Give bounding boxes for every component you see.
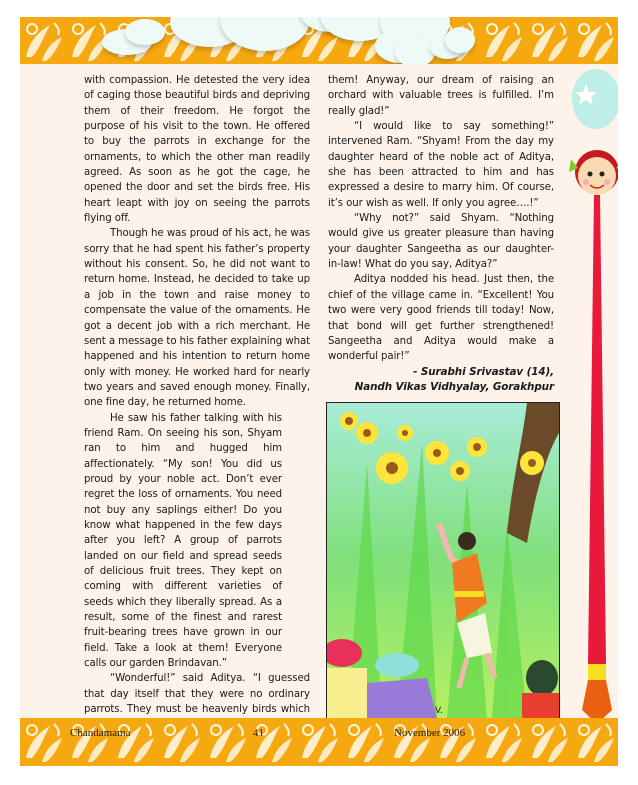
girl-face-icon	[569, 150, 618, 195]
paragraph-text: “Wonderful!” said Aditya. “I guessed that day itself that they were no ordinary parrots. They must be heavenly birds which	[84, 673, 310, 716]
paragraph: “Why not?” said Shyam. “Nothing would give us greater pleasure than having your daughter Sangeetha as our daughter-in-law! What do you say, Aditya?”	[328, 213, 554, 271]
cloud-icon	[445, 27, 475, 53]
pen-decoration	[566, 64, 618, 718]
article-column-right	[328, 73, 554, 396]
article-column-left	[84, 73, 310, 733]
footer-magazine-name: Chandamama	[70, 727, 131, 739]
top-ornamental-border	[20, 17, 618, 64]
boy-figure	[439, 523, 495, 688]
artist-signature: V.	[435, 706, 443, 716]
paragraph: Though he was proud of his act, he was sorry that he had spent his father’s property without his consent. So, he did not want to return home. Instead, he decided to take up a job in the town and raise money to compensate the value of the ornaments. He got a decent job with a rich merchant. He sent a message to his father explaining what happened and his intention to return home only with money. He worked hard for nearly two years and saved enough money. Finally, one fine day, he returned home.	[84, 228, 310, 409]
paragraph: with compassion. He detested the very idea of caging those beautiful birds and depriving them of their freedom. He forgot the purpose of his visit to the town. He offered to buy the parrots in exchange for the ornaments, to which the other man readily agreed. As soon as he got the cage, he opened the door and set the birds free. His heart leapt with joy on seeing the parrots flying off.	[84, 75, 310, 225]
paragraph-text: He saw his father talking with his friend Ram. On seeing his son, Shyam ran to him and hugged him affectionately. “My son! You did us proud by your noble act. Don’t ever regret the loss of ornaments. You need not buy any saplings either! Do you know what happened in the few days after you left? A group of parrots landed on our field and spread seeds of delicious fruit trees. They kept on coming with different varieties of seeds which they liberally spread. As a result, some of the finest and rarest fruit-bearing trees have grown in our field. Take a look at them! Everyone calls our garden Brindavan.”	[84, 412, 282, 670]
floral-pattern-icon	[20, 718, 618, 766]
author-name: - Surabhi Srivastav (14),	[413, 365, 554, 378]
paragraph: them! Anyway, our dream of raising an orchard with valuable trees is fulfilled. I’m really glad!”	[328, 75, 554, 117]
sunflower-icon	[340, 412, 544, 484]
pen-body	[588, 195, 606, 664]
pen-nib	[582, 680, 612, 718]
paragraph: Aditya nodded his head. Just then, the chief of the village came in. “Excellent! You two were very good friends till today! Now, that bond will get further strengthened! Sangeetha and Aditya would make a wonderful pair!”	[328, 274, 554, 363]
cloud-icon	[125, 19, 165, 45]
author-school: Nandh Vikas Vidhyalay, Gorakhpur	[354, 381, 554, 394]
paragraph: “I would like to say something!” intervened Ram. “Shyam! From the day my daughter heard of the noble act of Aditya, she has been attracted to him and has expressed a desire to marry him. Of course, it’s our wish as well. If only you agree….!”	[328, 121, 554, 209]
star-cloud-icon	[572, 69, 618, 129]
paragraph	[84, 411, 310, 672]
bottom-ornamental-border	[20, 718, 618, 766]
footer-page-number: 41	[253, 727, 264, 739]
cloud-icon	[395, 37, 435, 64]
footer-issue-date: November 2006	[394, 727, 466, 739]
garden-scene-icon	[327, 403, 559, 718]
story-illustration	[326, 402, 560, 719]
